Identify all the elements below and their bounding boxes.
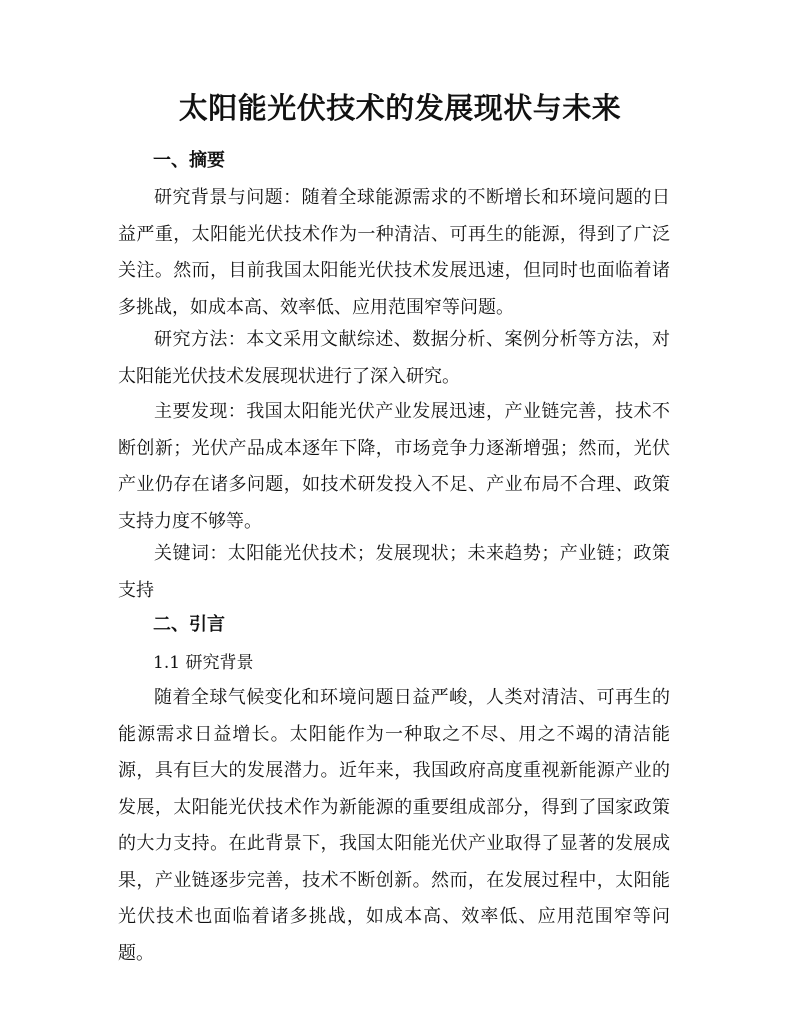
subsection-heading-research-background: 1.1 研究背景 — [153, 653, 254, 673]
paragraph-research-methods: 研究方法：本文采用文献综述、数据分析、案例分析等方法，对太阳能光伏技术发展现状进行了深入研究。 — [118, 329, 670, 387]
section-heading-introduction: 二、引言 — [153, 614, 225, 635]
paragraph-research-background: 研究背景与问题：随着全球能源需求的不断增长和环境问题的日益严重，太阳能光伏技术作为一种清洁、可再生的能源，得到了广泛关注。然而，目前我国太阳能光伏技术发展迅速，但同时也面临着诸多挑战，如成本高、效率低、应用范围窄等问题。 — [118, 187, 670, 318]
document-title: 太阳能光伏技术的发展现状与未来 — [178, 91, 622, 125]
paragraph-main-findings: 主要发现：我国太阳能光伏产业发展迅速，产业链完善，技术不断创新；光伏产品成本逐年下降，市场竞争力逐渐增强；然而，光伏产业仍存在诸多问题，如技术研发投入不足、产业布局不合理、政策支持力度不够等。 — [118, 401, 670, 532]
paragraph-keywords: 关键词：太阳能光伏技术；发展现状；未来趋势；产业链；政策支持 — [118, 543, 670, 601]
paragraph-introduction-background: 随着全球气候变化和环境问题日益严峻，人类对清洁、可再生的能源需求日益增长。太阳能作为一种取之不尽、用之不竭的清洁能源，具有巨大的发展潜力。近年来，我国政府高度重视新能源产业的发展，太阳能光伏技术作为新能源的重要组成部分，得到了国家政策的大力支持。在此背景下，我国太阳能光伏产业取得了显著的发展成果，产业链逐步完善，技术不断创新。然而，在发展过程中，太阳能光伏技术也面临着诸多挑战，如成本高、效率低、应用范围窄等问题。 — [118, 687, 670, 964]
section-heading-abstract: 一、摘要 — [153, 150, 225, 171]
